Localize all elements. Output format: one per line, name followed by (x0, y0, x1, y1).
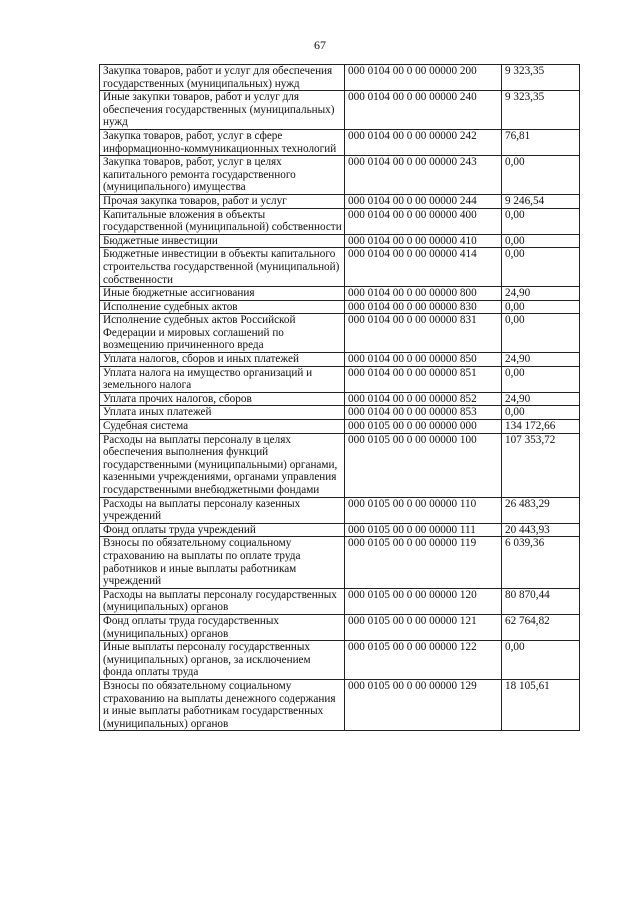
row-name-cell: Уплата налогов, сборов и иных платежей (100, 353, 345, 367)
row-amount-cell: 62 764,82 (502, 614, 580, 640)
row-code-cell: 000 0105 00 0 00 00000 000 (345, 420, 502, 434)
row-amount-cell: 20 443,93 (502, 523, 580, 537)
row-code-cell: 000 0104 00 0 00 00000 831 (345, 314, 502, 353)
table-row (100, 287, 580, 301)
row-name-cell: Уплата налога на имущество организаций и земельного налога (100, 366, 345, 392)
row-code-cell: 000 0104 00 0 00 00000 414 (345, 248, 502, 287)
row-amount-cell: 0,00 (502, 641, 580, 680)
page-number: 67 (314, 38, 326, 52)
row-amount-cell: 0,00 (502, 208, 580, 234)
row-name-cell: Фонд оплаты труда государственных (муниципальных) органов (100, 614, 345, 640)
table-row (100, 406, 580, 420)
budget-table (99, 64, 580, 731)
row-name-cell: Иные закупки товаров, работ и услуг для обеспечения государственных (муниципальных) нужд (100, 91, 345, 130)
row-code-cell: 000 0104 00 0 00 00000 200 (345, 65, 502, 91)
row-name-cell: Закупка товаров, работ, услуг в сфере информационно-коммуникационных технологий (100, 129, 345, 155)
row-name-cell: Исполнение судебных актов (100, 300, 345, 314)
table-row (100, 433, 580, 497)
row-amount-cell: 0,00 (502, 314, 580, 353)
table-row (100, 679, 580, 730)
table-row (100, 588, 580, 614)
table-row (100, 300, 580, 314)
row-name-cell: Капитальные вложения в объекты государственной (муниципальной) собственности (100, 208, 345, 234)
row-code-cell: 000 0104 00 0 00 00000 800 (345, 287, 502, 301)
row-code-cell: 000 0104 00 0 00 00000 240 (345, 91, 502, 130)
budget-table-body (100, 65, 580, 731)
table-row (100, 314, 580, 353)
row-code-cell: 000 0104 00 0 00 00000 244 (345, 194, 502, 208)
row-code-cell: 000 0104 00 0 00 00000 852 (345, 392, 502, 406)
table-row (100, 194, 580, 208)
row-code-cell: 000 0105 00 0 00 00000 110 (345, 497, 502, 523)
table-row (100, 248, 580, 287)
row-name-cell: Закупка товаров, работ, услуг в целях капитального ремонта государственного (муниципального) имущества (100, 156, 345, 195)
row-code-cell: 000 0104 00 0 00 00000 243 (345, 156, 502, 195)
row-name-cell: Фонд оплаты труда учреждений (100, 523, 345, 537)
row-code-cell: 000 0105 00 0 00 00000 111 (345, 523, 502, 537)
row-amount-cell: 134 172,66 (502, 420, 580, 434)
row-code-cell: 000 0104 00 0 00 00000 830 (345, 300, 502, 314)
row-name-cell: Прочая закупка товаров, работ и услуг (100, 194, 345, 208)
row-code-cell: 000 0104 00 0 00 00000 242 (345, 129, 502, 155)
table-row (100, 234, 580, 248)
table-row (100, 65, 580, 91)
row-name-cell: Бюджетные инвестиции (100, 234, 345, 248)
table-row (100, 641, 580, 680)
table-row (100, 420, 580, 434)
row-code-cell: 000 0105 00 0 00 00000 129 (345, 679, 502, 730)
row-code-cell: 000 0104 00 0 00 00000 850 (345, 353, 502, 367)
row-amount-cell: 80 870,44 (502, 588, 580, 614)
table-row (100, 614, 580, 640)
table-row (100, 208, 580, 234)
row-amount-cell: 0,00 (502, 406, 580, 420)
row-code-cell: 000 0104 00 0 00 00000 400 (345, 208, 502, 234)
row-amount-cell: 26 483,29 (502, 497, 580, 523)
row-name-cell: Расходы на выплаты персоналу государственных (муниципальных) органов (100, 588, 345, 614)
row-amount-cell: 0,00 (502, 366, 580, 392)
row-name-cell: Исполнение судебных актов Российской Федерации и мировых соглашений по возмещению причиненного вреда (100, 314, 345, 353)
row-code-cell: 000 0104 00 0 00 00000 853 (345, 406, 502, 420)
row-amount-cell: 24,90 (502, 353, 580, 367)
row-amount-cell: 0,00 (502, 156, 580, 195)
row-amount-cell: 9 323,35 (502, 91, 580, 130)
row-amount-cell: 6 039,36 (502, 537, 580, 588)
row-amount-cell: 107 353,72 (502, 433, 580, 497)
row-amount-cell: 24,90 (502, 392, 580, 406)
row-name-cell: Взносы по обязательному социальному страхованию на выплаты по оплате труда работников и иные выплаты работникам учреждений (100, 537, 345, 588)
row-amount-cell: 18 105,61 (502, 679, 580, 730)
table-row (100, 91, 580, 130)
row-amount-cell: 9 323,35 (502, 65, 580, 91)
table-row (100, 353, 580, 367)
row-name-cell: Судебная система (100, 420, 345, 434)
row-name-cell: Иные бюджетные ассигнования (100, 287, 345, 301)
row-amount-cell: 0,00 (502, 248, 580, 287)
row-amount-cell: 76,81 (502, 129, 580, 155)
row-name-cell: Расходы на выплаты персоналу казенных учреждений (100, 497, 345, 523)
row-name-cell: Иные выплаты персоналу государственных (муниципальных) органов, за исключением фонда оплаты труда (100, 641, 345, 680)
row-name-cell: Закупка товаров, работ и услуг для обеспечения государственных (муниципальных) нужд (100, 65, 345, 91)
row-code-cell: 000 0105 00 0 00 00000 122 (345, 641, 502, 680)
table-row (100, 497, 580, 523)
row-amount-cell: 9 246,54 (502, 194, 580, 208)
table-row (100, 156, 580, 195)
row-code-cell: 000 0104 00 0 00 00000 410 (345, 234, 502, 248)
row-name-cell: Уплата иных платежей (100, 406, 345, 420)
table-row (100, 392, 580, 406)
row-amount-cell: 0,00 (502, 300, 580, 314)
row-name-cell: Уплата прочих налогов, сборов (100, 392, 345, 406)
row-name-cell: Взносы по обязательному социальному страхованию на выплаты денежного содержания и иные выплаты работникам государственных (муниципальных) органов (100, 679, 345, 730)
row-name-cell: Расходы на выплаты персоналу в целях обеспечения выполнения функций государственными (муниципальными) органами, казенными учреждениями, органами управления государственными внебюджетными фондами (100, 433, 345, 497)
row-amount-cell: 0,00 (502, 234, 580, 248)
row-code-cell: 000 0105 00 0 00 00000 120 (345, 588, 502, 614)
row-name-cell: Бюджетные инвестиции в объекты капитального строительства государственной (муниципальной) собственности (100, 248, 345, 287)
table-row (100, 523, 580, 537)
table-row (100, 537, 580, 588)
table-row (100, 129, 580, 155)
row-code-cell: 000 0105 00 0 00 00000 119 (345, 537, 502, 588)
row-amount-cell: 24,90 (502, 287, 580, 301)
row-code-cell: 000 0105 00 0 00 00000 121 (345, 614, 502, 640)
table-row (100, 366, 580, 392)
row-code-cell: 000 0104 00 0 00 00000 851 (345, 366, 502, 392)
row-code-cell: 000 0105 00 0 00 00000 100 (345, 433, 502, 497)
